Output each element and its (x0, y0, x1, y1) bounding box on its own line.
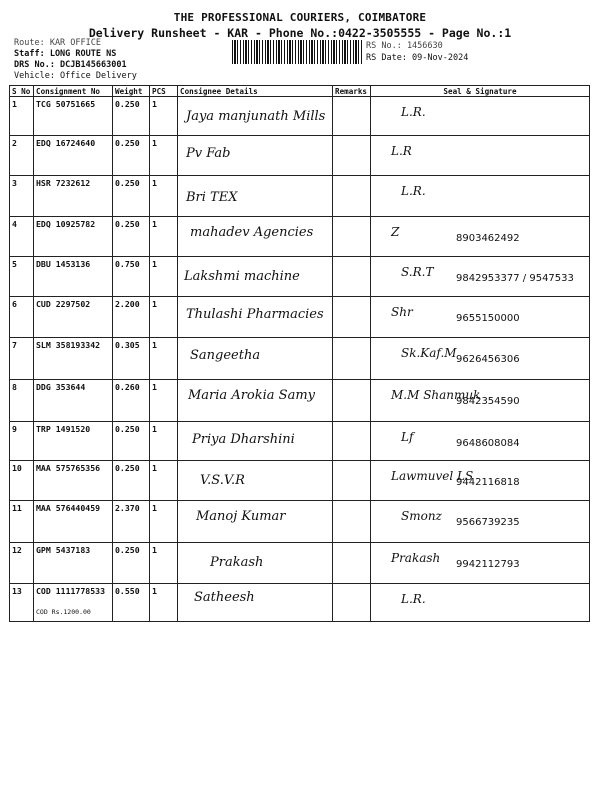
row-weight: 0.260 (113, 380, 150, 422)
row-consignment (34, 176, 113, 217)
row-signature (371, 97, 590, 136)
row-sno: 4 (10, 217, 34, 257)
row-remarks (333, 176, 371, 217)
consignment-number: EDQ 16724640 (36, 138, 96, 148)
row-pcs: 1 (150, 543, 178, 584)
signature: L.R (391, 144, 412, 158)
phone-number: 8903462492 (456, 233, 520, 244)
row-pcs: 1 (150, 338, 178, 380)
table-row (10, 543, 590, 584)
rs-number: RS No.: 1456630 (366, 41, 443, 51)
table-row (10, 176, 590, 217)
row-sno: 8 (10, 380, 34, 422)
consignee-name: Satheesh (194, 590, 255, 605)
table-row (10, 501, 590, 543)
consignee-name: Lakshmi machine (184, 269, 300, 284)
consignment-number: TRP 1491520 (36, 424, 91, 434)
table-row (10, 422, 590, 461)
table-row (10, 461, 590, 501)
col-header-sno: S No (10, 86, 34, 97)
row-sno: 12 (10, 543, 34, 584)
row-consignee (178, 136, 333, 176)
row-signature (371, 176, 590, 217)
drs-number: DRS No.: DCJB145663001 (14, 60, 127, 70)
table-header-row (10, 86, 590, 97)
row-consignee (178, 422, 333, 461)
row-sno: 6 (10, 297, 34, 338)
phone-number: 9942112793 (456, 559, 520, 570)
barcode-image (232, 40, 362, 64)
row-weight: 0.250 (113, 97, 150, 136)
row-consignment (34, 543, 113, 584)
consignee-name: Sangeetha (190, 348, 261, 363)
consignment-number: DDG 353644 (36, 382, 86, 392)
row-remarks (333, 257, 371, 297)
table-row (10, 217, 590, 257)
consignee-name: Prakash (210, 555, 264, 570)
row-remarks (333, 97, 371, 136)
row-signature (371, 217, 590, 257)
consignment-number: DBU 1453136 (36, 259, 91, 269)
row-weight: 0.750 (113, 257, 150, 297)
runsheet-table-wrapper (9, 85, 589, 625)
row-consignee (178, 257, 333, 297)
consignment-number: CUD 2297502 (36, 299, 91, 309)
phone-number: 9842354590 (456, 396, 520, 407)
row-consignment (34, 501, 113, 543)
table-row (10, 584, 590, 622)
phone-number: 9442116818 (456, 477, 520, 488)
row-sno: 1 (10, 97, 34, 136)
row-consignee (178, 97, 333, 136)
row-remarks (333, 297, 371, 338)
row-signature (371, 461, 590, 501)
phone-number: 9842953377 / 9547533 (456, 273, 574, 284)
table-row (10, 297, 590, 338)
row-consignee (178, 297, 333, 338)
staff-text: Staff: LONG ROUTE NS (14, 49, 117, 59)
row-sno: 11 (10, 501, 34, 543)
row-signature (371, 297, 590, 338)
table-row (10, 257, 590, 297)
document-subtitle: Delivery Runsheet - KAR - Phone No.:0422-3505555 - Page No.:1 (88, 26, 512, 40)
row-weight: 0.250 (113, 176, 150, 217)
consignee-name: Bri TEX (186, 190, 238, 205)
col-header-remarks: Remarks (333, 86, 371, 97)
consignee-name: Maria Arokia Samy (188, 388, 315, 403)
phone-number: 9648608084 (456, 438, 520, 449)
row-remarks (333, 461, 371, 501)
row-pcs: 1 (150, 97, 178, 136)
consignee-name: mahadev Agencies (190, 225, 314, 240)
row-consignee (178, 543, 333, 584)
row-consignment (34, 422, 113, 461)
phone-number: 9655150000 (456, 313, 520, 324)
row-remarks (333, 136, 371, 176)
consignee-name: Thulashi Pharmacies (186, 307, 324, 322)
row-pcs: 1 (150, 297, 178, 338)
row-weight: 2.200 (113, 297, 150, 338)
consignee-name: V.S.V.R (200, 473, 245, 488)
row-signature (371, 422, 590, 461)
consignee-name: Priya Dharshini (192, 432, 295, 447)
runsheet-table (9, 85, 590, 622)
route-text: Route: KAR OFFICE (14, 38, 101, 48)
row-consignment (34, 584, 113, 622)
signature: L.R. (401, 592, 426, 606)
row-pcs: 1 (150, 584, 178, 622)
row-sno: 10 (10, 461, 34, 501)
col-header-pcs: PCS (150, 86, 178, 97)
row-pcs: 1 (150, 136, 178, 176)
row-pcs: 1 (150, 461, 178, 501)
row-weight: 0.250 (113, 543, 150, 584)
row-signature (371, 380, 590, 422)
row-weight: 0.305 (113, 338, 150, 380)
row-consignee (178, 584, 333, 622)
signature: Lawmuvel LS (391, 469, 474, 483)
row-signature (371, 501, 590, 543)
row-sno: 13 (10, 584, 34, 622)
row-remarks (333, 380, 371, 422)
consignment-number: SLM 358193342 (36, 340, 101, 350)
vehicle-text: Vehicle: Office Delivery (14, 71, 137, 81)
signature: Lf (401, 430, 414, 444)
row-sno: 2 (10, 136, 34, 176)
signature: Sk.Kaf.M (401, 346, 457, 360)
row-sno: 5 (10, 257, 34, 297)
consignee-name: Pv Fab (186, 146, 231, 161)
row-sno: 7 (10, 338, 34, 380)
row-consignee (178, 461, 333, 501)
col-header-weight: Weight (113, 86, 150, 97)
consignment-number: TCG 50751665 (36, 99, 96, 109)
row-pcs: 1 (150, 380, 178, 422)
row-consignment (34, 257, 113, 297)
signature: L.R. (401, 184, 426, 198)
row-consignment (34, 297, 113, 338)
row-remarks (333, 217, 371, 257)
row-remarks (333, 584, 371, 622)
consignment-number: EDQ 10925782 (36, 219, 96, 229)
signature: Prakash (391, 551, 441, 565)
row-consignment (34, 461, 113, 501)
row-weight: 0.250 (113, 422, 150, 461)
row-pcs: 1 (150, 217, 178, 257)
row-signature (371, 338, 590, 380)
col-header-signature: Seal & Signature (371, 86, 590, 97)
row-pcs: 1 (150, 257, 178, 297)
consignee-name: Manoj Kumar (196, 509, 286, 524)
phone-number: 9626456306 (456, 354, 520, 365)
row-remarks (333, 422, 371, 461)
signature: S.R.T (401, 265, 434, 279)
consignee-name: Jaya manjunath Mills (186, 109, 326, 124)
row-signature (371, 584, 590, 622)
cod-amount: COD Rs.1200.00 (36, 608, 91, 616)
row-signature (371, 136, 590, 176)
col-header-consignment: Consignment No (34, 86, 113, 97)
row-consignee (178, 217, 333, 257)
signature: Shr (391, 305, 413, 319)
row-consignee (178, 501, 333, 543)
rs-date: RS Date: 09-Nov-2024 (366, 53, 469, 63)
table-row (10, 380, 590, 422)
row-pcs: 1 (150, 176, 178, 217)
consignment-number: COD 1111778533 (36, 586, 106, 596)
document-title: THE PROFESSIONAL COURIERS, COIMBATORE (173, 11, 427, 24)
row-consignee (178, 176, 333, 217)
row-signature (371, 257, 590, 297)
row-consignment (34, 338, 113, 380)
row-sno: 3 (10, 176, 34, 217)
row-remarks (333, 543, 371, 584)
row-remarks (333, 501, 371, 543)
table-row (10, 338, 590, 380)
row-consignee (178, 380, 333, 422)
col-header-consignee: Consignee Details (178, 86, 333, 97)
signature: Z (391, 225, 400, 239)
row-weight: 0.550 (113, 584, 150, 622)
table-row (10, 97, 590, 136)
row-consignee (178, 338, 333, 380)
row-weight: 2.370 (113, 501, 150, 543)
row-weight: 0.250 (113, 136, 150, 176)
row-pcs: 1 (150, 501, 178, 543)
consignment-number: HSR 7232612 (36, 178, 91, 188)
row-consignment (34, 97, 113, 136)
signature: M.M Shanmuk (391, 388, 481, 402)
row-consignment (34, 217, 113, 257)
consignment-number: MAA 576440459 (36, 503, 101, 513)
row-signature (371, 543, 590, 584)
signature: Smonz (401, 509, 442, 523)
table-row (10, 136, 590, 176)
row-weight: 0.250 (113, 461, 150, 501)
row-remarks (333, 338, 371, 380)
signature: L.R. (401, 105, 426, 119)
row-sno: 9 (10, 422, 34, 461)
row-consignment (34, 380, 113, 422)
row-pcs: 1 (150, 422, 178, 461)
row-consignment (34, 136, 113, 176)
phone-number: 9566739235 (456, 517, 520, 528)
consignment-number: MAA 575765356 (36, 463, 101, 473)
row-weight: 0.250 (113, 217, 150, 257)
consignment-number: GPM 5437183 (36, 545, 91, 555)
